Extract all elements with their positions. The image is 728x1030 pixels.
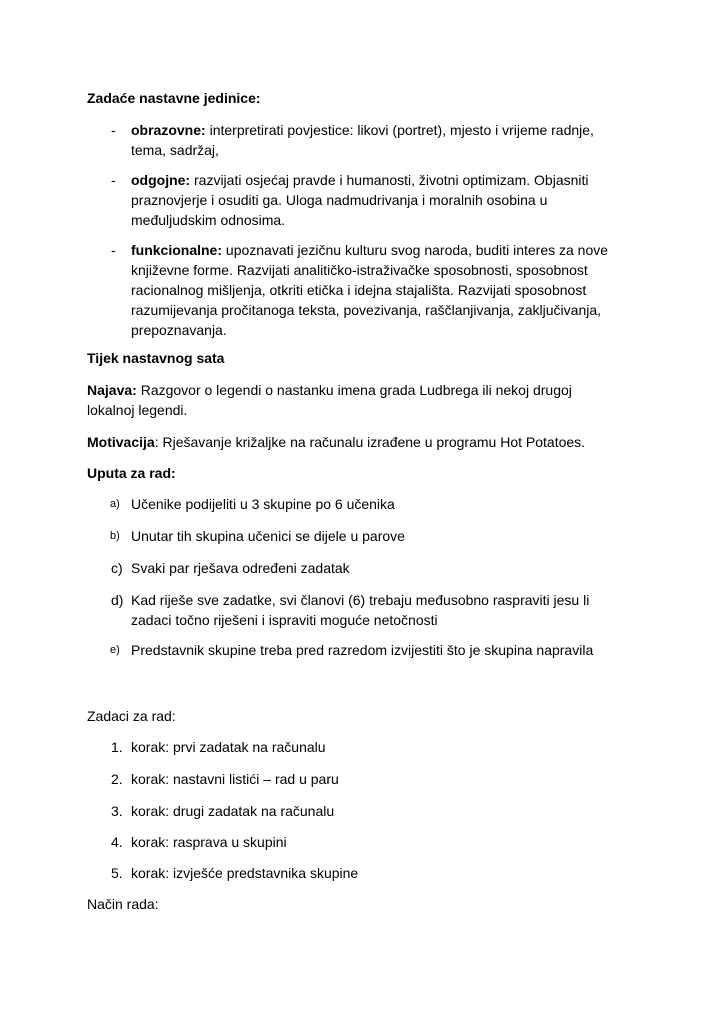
list-item (87, 120, 667, 160)
list-marker: 3. (111, 803, 123, 819)
item-line: korak: rasprava u skupini (131, 834, 287, 850)
item-line: Svaki par rješava određeni zadatak (131, 560, 350, 576)
item-line: korak: izvješće predstavnika skupine (131, 865, 359, 881)
item-label: funkcionalne: (131, 242, 223, 258)
item-line: tema, sadržaj, (131, 142, 219, 158)
list-item (87, 558, 667, 578)
list-marker: d) (111, 592, 124, 608)
list-marker: 4. (111, 834, 123, 850)
item-line: prepoznavanja. (131, 322, 227, 338)
list-marker: 2. (111, 771, 123, 787)
najava-line: lokalnoj legendi. (87, 402, 188, 418)
motivacija-text: : Rješavanje križaljke na računalu izrađene u programu Hot Potatoes. (154, 434, 586, 450)
item-line: korak: drugi zadatak na računalu (131, 803, 335, 819)
list-item (87, 640, 667, 660)
item-line: Unutar tih skupina učenici se dijele u parove (131, 528, 405, 544)
item-line: književne forme. Razvijati analitičko-istraživačke sposobnosti, sposobnost (131, 262, 588, 278)
item-line: upoznavati jezičnu kulturu svog naroda, buditi interes za nove (225, 242, 609, 258)
list-item (87, 737, 667, 757)
item-line: razumijevanja pročitanoga teksta, povezivanja, raščlanjivanja, zaključivanja, (131, 302, 602, 318)
item-line: međuljudskim odnosima. (131, 212, 286, 228)
list-marker: c) (111, 560, 123, 576)
item-line: Učenike podijeliti u 3 skupine po 6 učenika (131, 496, 395, 512)
item-line: razvijati osjećaj pravde i humanosti, životni optimizam. Objasniti (194, 172, 589, 188)
najava-paragraph (87, 380, 647, 420)
list-item (87, 170, 667, 230)
item-label: odgojne: (131, 172, 191, 188)
item-line: racionalnog mišljenja, otkriti etička i idejna stajališta. Razvijati sposobnost (131, 282, 587, 298)
list-item (87, 769, 667, 789)
motivacija-paragraph (87, 432, 687, 452)
item-text (131, 120, 667, 160)
tijek-heading: Tijek nastavnog sata (87, 350, 225, 366)
list-marker: - (111, 172, 116, 188)
item-line: korak: nastavni listići – rad u paru (131, 771, 339, 787)
list-item (87, 526, 667, 546)
list-item (87, 590, 667, 630)
item-line: korak: prvi zadatak na računalu (131, 739, 326, 755)
zadace-heading: Zadaće nastavne jedinice: (87, 90, 261, 106)
motivacija-label: Motivacija (87, 434, 155, 450)
list-item (87, 801, 667, 821)
list-marker: - (111, 122, 116, 138)
item-text (131, 240, 667, 340)
nacin-heading: Način rada: (87, 896, 159, 912)
item-line: Predstavnik skupine treba pred razredom izvijestiti što je skupina napravila (131, 642, 594, 658)
list-marker: e) (110, 644, 120, 656)
item-text (131, 590, 667, 630)
item-label: obrazovne: (131, 122, 206, 138)
list-item (87, 863, 667, 883)
zadaci-heading: Zadaci za rad: (87, 708, 176, 724)
list-item (87, 240, 667, 340)
list-marker: b) (110, 530, 120, 542)
list-item (87, 494, 667, 514)
list-marker: - (111, 242, 116, 258)
uputa-heading: Uputa za rad: (87, 465, 176, 481)
list-marker: a) (110, 498, 120, 510)
list-item (87, 832, 667, 852)
list-marker: 5. (111, 865, 123, 881)
item-line: Kad riješe sve zadatke, svi članovi (6) trebaju međusobno raspraviti jesu li (131, 592, 590, 608)
item-line: zadaci točno riješeni i ispraviti moguće netočnosti (131, 612, 438, 628)
list-marker: 1. (111, 739, 123, 755)
item-text (131, 170, 667, 230)
item-line: interpretirati povjestice: likovi (portret), mjesto i vrijeme radnje, (209, 122, 594, 138)
item-line: praznovjerje i osuditi ga. Uloga nadmudrivanja i moralnih osobina u (131, 192, 548, 208)
najava-line: Razgovor o legendi o nastanku imena grada Ludbrega ili nekoj drugoj (140, 382, 572, 398)
najava-label: Najava: (87, 382, 137, 398)
